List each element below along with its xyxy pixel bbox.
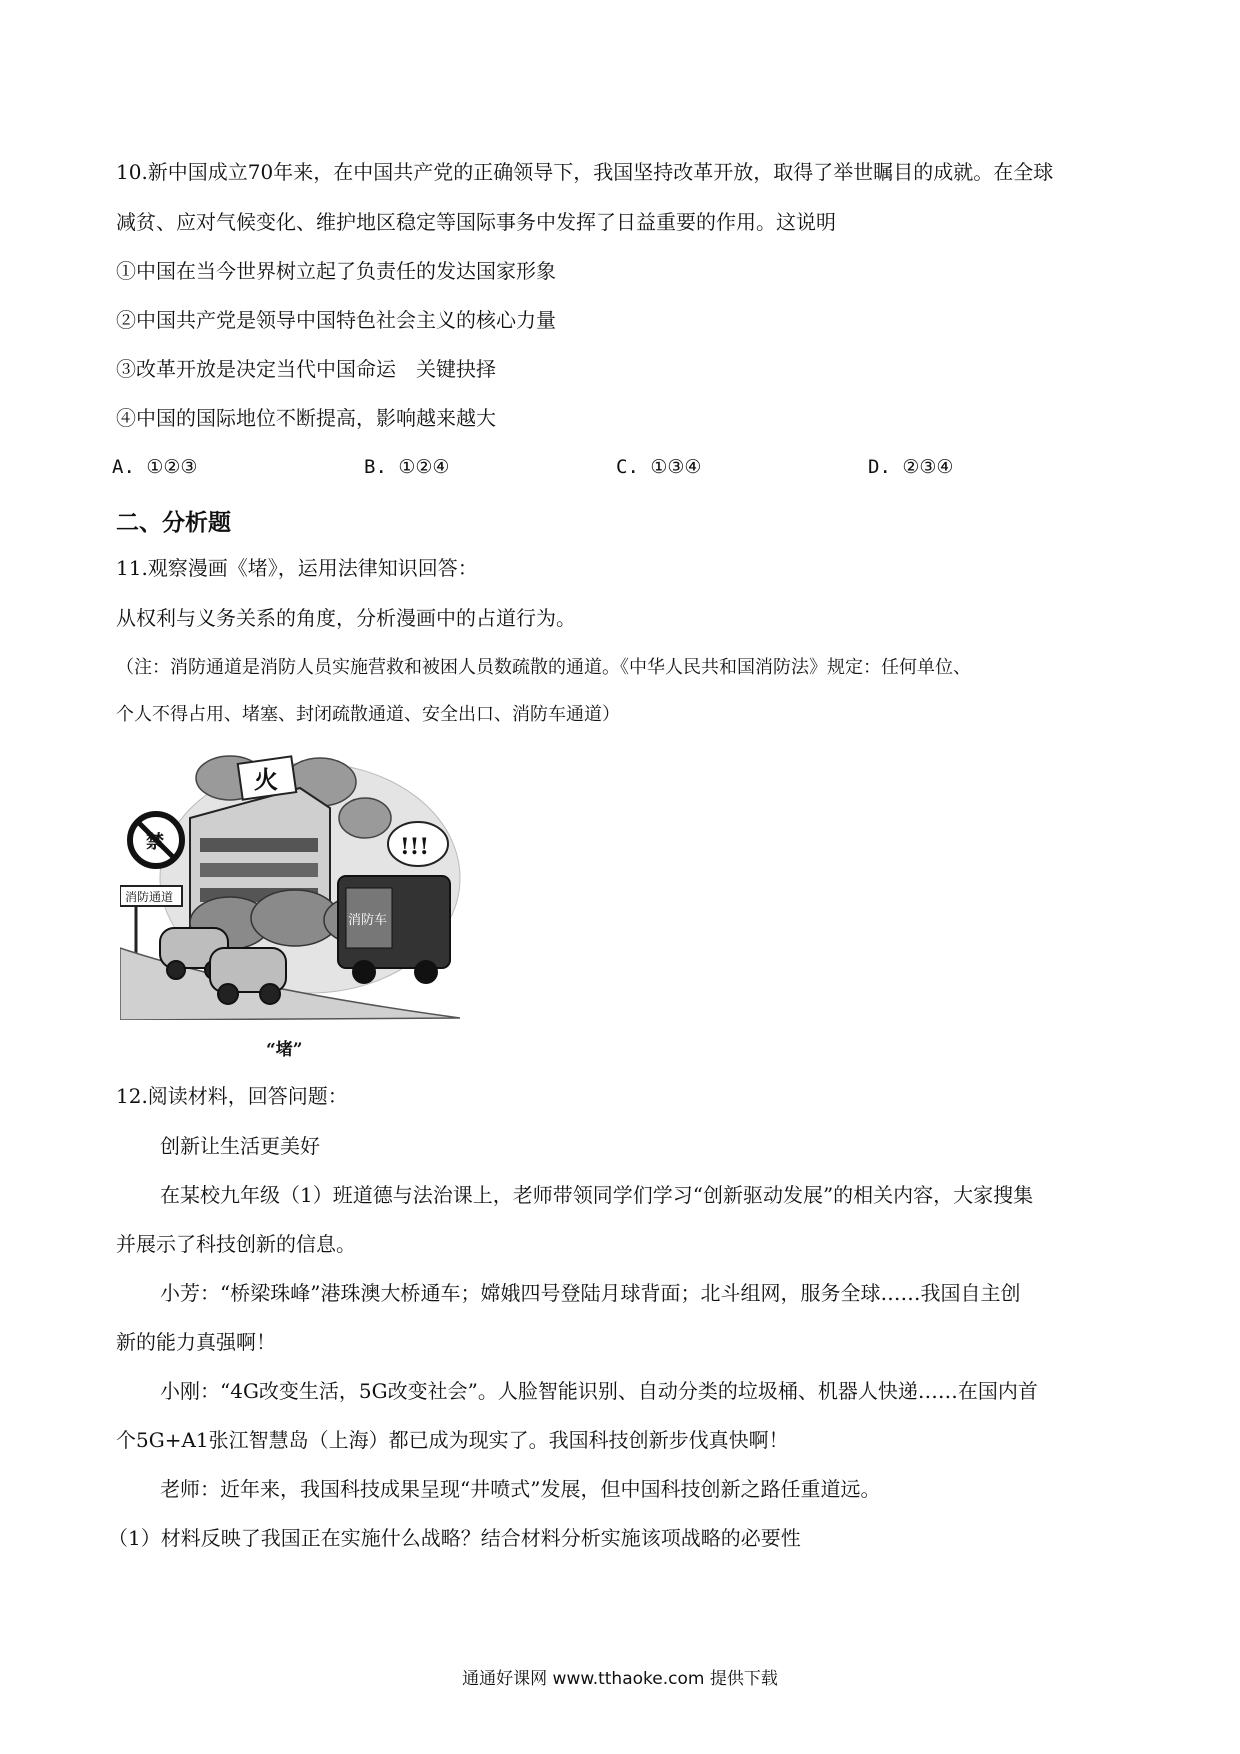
- q12-para1-line2: 并展示了科技创新的信息。: [116, 1232, 356, 1256]
- q11-stem: 11.观察漫画《堵》，运用法律知识回答：: [116, 556, 478, 580]
- q12-para2-line2: 新的能力真强啊！: [116, 1330, 276, 1354]
- fire-char: 火: [254, 765, 278, 794]
- footer-download-text: 通通好课网 www.tthaoke.com 提供下载: [462, 1669, 778, 1689]
- q10-option-c: C. ①③④: [616, 456, 702, 478]
- q10-option-b: B. ①②④: [364, 456, 450, 478]
- q12-para4: 老师：近年来，我国科技成果呈现“井喷式”发展，但中国科技创新之路任重道远。: [160, 1477, 881, 1501]
- q12-material-title: 创新让生活更美好: [160, 1134, 320, 1158]
- exclamation-bubble: [388, 822, 448, 866]
- q11-note-line2: 个人不得占用、堵塞、封闭疏散通道、安全出口、消防车通道）: [116, 704, 620, 725]
- q12-para3-line2: 个5G+A1张江智慧岛（上海）都已成为现实了。我国科技创新步伐真快啊！: [116, 1428, 789, 1452]
- q11-note-line1: （注：消防通道是消防人员实施营救和被困人员数疏散的通道。《中华人民共和国消防法》规定：任何单位、: [116, 657, 971, 678]
- fire-lane-sign-text: 消防通道: [125, 890, 174, 904]
- fire-truck-text: 消防车: [348, 913, 388, 928]
- q10-item-4: ④中国的国际地位不断提高，影响越来越大: [116, 406, 496, 430]
- cartoon-caption: “堵”: [266, 1040, 303, 1060]
- q10-option-d: D. ②③④: [868, 456, 954, 478]
- fire-truck: [338, 876, 450, 984]
- q10-item-3: ③改革开放是决定当代中国命运 关键抉择: [116, 357, 496, 381]
- q10-stem-line2: 减贫、应对气候变化、维护地区稳定等国际事务中发挥了日益重要的作用。这说明: [116, 210, 836, 234]
- q10-item-1: ①中国在当今世界树立起了负责任的发达国家形象: [116, 259, 556, 283]
- q12-stem: 12.阅读材料，回答问题：: [116, 1084, 348, 1108]
- q12-para2-line1: 小芳：“桥梁珠峰”港珠澳大桥通车；嫦娥四号登陆月球背面；北斗组网，服务全球……我国自主创: [160, 1281, 1021, 1305]
- q10-option-a: A. ①②③: [112, 456, 198, 478]
- q10-stem-line1: 10.新中国成立70年来，在中国共产党的正确领导下，我国坚持改革开放，取得了举世瞩目的成就。在全球: [116, 160, 1054, 184]
- q10-item-2: ②中国共产党是领导中国特色社会主义的核心力量: [116, 308, 556, 332]
- sign-char: 禁: [146, 832, 164, 853]
- q12-subquestion-1: （1）材料反映了我国正在实施什么战略？结合材料分析实施该项战略的必要性: [108, 1526, 801, 1550]
- q12-para1-line1: 在某校九年级（1）班道德与法治课上，老师带领同学们学习“创新驱动发展”的相关内容，大家搜集: [160, 1183, 1034, 1207]
- q12-para3-line1: 小刚：“4G改变生活，5G改变社会”。人脸智能识别、自动分类的垃圾桶、机器人快递……在国内首: [160, 1379, 1038, 1403]
- section-title: 二、分析题: [116, 510, 231, 536]
- q11-question: 从权利与义务关系的角度，分析漫画中的占道行为。: [116, 606, 576, 630]
- exclamation-text: !!!: [400, 834, 429, 860]
- cartoon-image: [120, 748, 472, 1020]
